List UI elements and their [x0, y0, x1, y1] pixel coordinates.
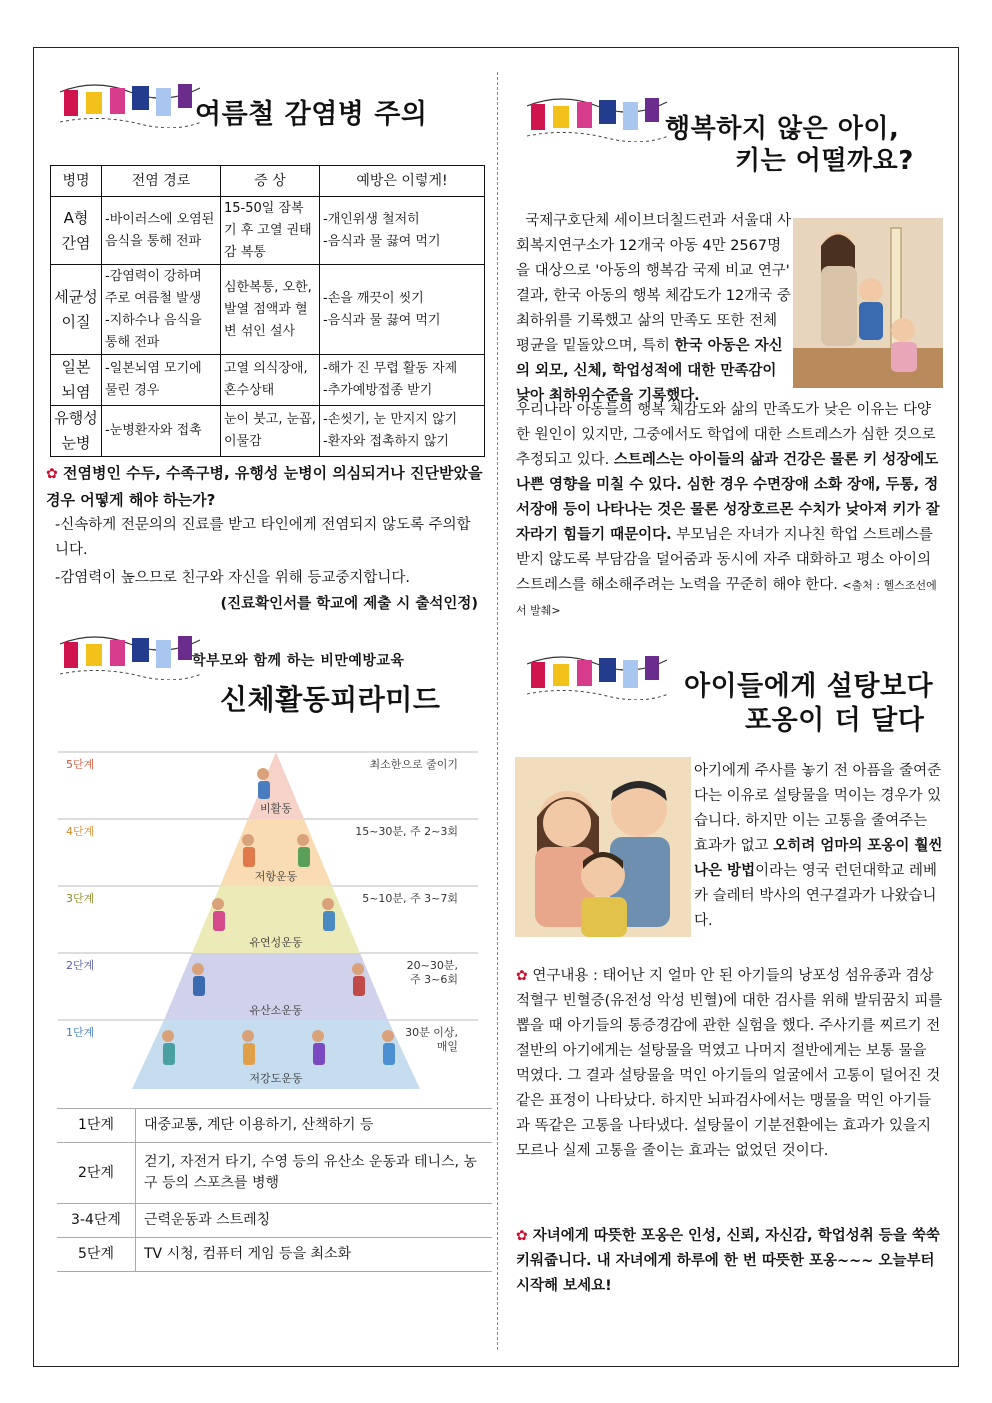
heading-unhappy-child-2: 키는 어떨까요?: [735, 146, 914, 176]
disease-route: -눈병환자와 접촉: [102, 406, 221, 457]
table-row: [51, 197, 485, 265]
pyramid-frequency: 매일: [436, 1040, 458, 1053]
pyramid-level-label: 2단계: [66, 959, 95, 972]
heading-hug: 아이들에게 설탕보다: [684, 671, 934, 702]
disease-route: -바이러스에 오염된 음식을 통해 전파: [102, 197, 221, 265]
heading-unhappy-child: 행복하지 않은 아이,: [665, 114, 900, 144]
question-text: ✿ 전염병인 수두, 수족구병, 유행성 눈병이 의심되거나 진단받았을 경우 어떻게 해야 하는가?: [46, 464, 483, 509]
pyramid-frequency: 30분 이상,: [405, 1026, 458, 1039]
pyramid-level-label: 5단계: [66, 758, 95, 771]
table-row: [57, 1109, 492, 1143]
flag-decoration-icon: [527, 650, 667, 700]
answer-1: -신속하게 전문의의 진료를 받고 타인에게 전염되지 않도록 주의합니다.: [55, 517, 471, 558]
step-text: 대중교통, 계단 이용하기, 산책하기 등: [136, 1109, 493, 1143]
table-header: 전염 경로: [102, 166, 221, 197]
table-header: 예방은 이렇게!: [320, 166, 485, 197]
table-row: [51, 355, 485, 406]
family-hug-illustration: [515, 757, 691, 937]
table-header: 증 상: [221, 166, 320, 197]
step-text: TV 시청, 컴퓨터 게임 등을 최소화: [136, 1238, 493, 1272]
child-height-illustration: [793, 218, 943, 388]
pyramid-activity: 저강도운동: [249, 1072, 303, 1085]
pyramid-level-label: 1단계: [66, 1026, 95, 1039]
table-row: [57, 1143, 492, 1204]
heading-summer-disease: 여름철 감염병 주의: [195, 99, 428, 130]
table-header: 병명: [51, 166, 102, 197]
disease-route: -일본뇌염 모기에 물린 경우: [102, 355, 221, 406]
disease-prevention: -해가 진 무렵 활동 자제 -추가예방접종 받기: [320, 355, 485, 406]
disease-symptom: 눈이 붓고, 눈꼽, 이물감: [221, 406, 320, 457]
step-level: 3-4단계: [57, 1204, 136, 1238]
heading-hug-2: 포옹이 더 달다: [745, 705, 925, 736]
disease-name: 일본 뇌염: [51, 355, 102, 406]
article1-intro: 국제구호단체 세이브더칠드런과 서울대 사회복지연구소가 12개국 아동 4만 2567명을 대상으로 '아동의 행복감 국제 비교 연구' 결과, 한국 아동의 행복 체감도가 12개국 중 최하위를 기록했고 삶의 만족도 또한 전체 평균을 밑돌았으며, 특히 한국 아동은 자신의 외모, 신체, 학업성적에 대한 만족감이 낮아 최하위수준을 기록했다.: [516, 213, 792, 404]
table-row: [57, 1238, 492, 1272]
heading-activity-pyramid: 신체활동피라미드: [220, 683, 441, 716]
pyramid-activity: 유연성운동: [249, 936, 303, 949]
table-header-row: [51, 166, 485, 197]
pyramid-activity: 저항운동: [254, 870, 298, 883]
article1-source: <출처 : 헬스조선에서 발췌>: [516, 579, 937, 617]
disease-name: 유행성 눈병: [51, 406, 102, 457]
pyramid-frequency: 15~30분, 주 2~3회: [355, 825, 458, 838]
step-text: 걷기, 자전거 타기, 수영 등의 유산소 운동과 테니스, 농구 등의 스포츠를 병행: [136, 1143, 493, 1204]
disease-prevention: -개인위생 철저히 -음식과 물 끓여 먹기: [320, 197, 485, 265]
step-level: 1단계: [57, 1109, 136, 1143]
infection-table: [50, 165, 485, 457]
flower-icon: ✿: [516, 1228, 528, 1244]
table-row: [57, 1204, 492, 1238]
flag-decoration-icon: [60, 630, 200, 680]
step-level: 2단계: [57, 1143, 136, 1204]
activity-pyramid: [58, 744, 478, 1094]
flag-decoration-icon: [60, 78, 200, 128]
answer-2: -감염력이 높으므로 친구와 자신을 위해 등교중지합니다.: [55, 570, 411, 586]
article1-body: 우리나라 아동들의 행복 체감도와 삶의 만족도가 낮은 이유는 다양한 원인이 있지만, 그중에서도 학업에 대한 스트레스가 심한 것으로 추정되고 있다. 스트레스는 아이들의 삶과 건강은 물론 키 성장에도 나쁜 영향을 미칠 수 있다. 심한 경우 수면장애 소화 장애, 두통, 정서장애 등이 나타나는 것은 물론 성장호르몬 수치가 낮아져 키가 잘 자라기 힘들기 때문이다. 부모님은 자녀가 지나친 학업 스트레스를 받지 않도록 부담감을 덜어줌과 동시에 자주 대화하고 평소 아이의 스트레스를 해소해주려는 노력을 꾸준히 해야 한다. <출처 : 헬스조선에서 발췌>: [516, 402, 940, 617]
step-text: 근력운동과 스트레칭: [136, 1204, 493, 1238]
flower-icon: ✿: [516, 968, 528, 984]
pyramid-frequency: 주 3~6회: [410, 973, 458, 986]
disease-name: A형 간염: [51, 197, 102, 265]
table-row: [51, 406, 485, 457]
disease-symptom: 고열 의식장애, 혼수상태: [221, 355, 320, 406]
disease-prevention: -손을 깨끗이 씻기 -음식과 물 끓여 먹기: [320, 265, 485, 355]
pyramid-level-label: 3단계: [66, 892, 95, 905]
steps-table: [57, 1108, 492, 1272]
pyramid-activity: 비활동: [260, 802, 292, 815]
column-divider: [497, 72, 498, 1350]
disease-prevention: -손씻기, 눈 만지지 않기 -환자와 접촉하지 않기: [320, 406, 485, 457]
pyramid-frequency: 20~30분,: [406, 959, 458, 972]
disease-route: -감염력이 강하며 주로 여름철 발생 -지하수나 음식을 통해 전파: [102, 265, 221, 355]
pyramid-activity: 유산소운동: [249, 1004, 303, 1017]
table-row: [51, 265, 485, 355]
disease-symptom: 심한복통, 오한, 발열 점액과 혈변 섞인 설사: [221, 265, 320, 355]
answer-note: (진료확인서를 학교에 제출 시 출석인정): [220, 596, 478, 612]
disease-symptom: 15-50일 잠복기 후 고열 권태감 복통: [221, 197, 320, 265]
pyramid-level-label: 4단계: [66, 825, 95, 838]
step-level: 5단계: [57, 1238, 136, 1272]
article2-body: ✿ 연구내용 : 태어난 지 얼마 안 된 아기들의 낭포성 섬유종과 겸상 적혈구 빈혈증(유전성 악성 빈혈)에 대한 검사를 위해 발뒤꿈치 피를 뽑을 때 아기들의 통증경감에 관한 실험을 했다. 주사기를 찌르기 전 절반의 아기에게는 설탕물을 먹였고 나머지 절반에게는 보통 물을 먹였다. 그 결과 설탕물을 먹인 아기들의 얼굴에서 고통이 덜어진 것 같은 표정이 나타났다. 하지만 뇌파검사에서는 맹물을 먹인 아기들과 똑같은 고통을 나타냈다. 설탕물이 기분전환에는 효과가 있을지 모르나 실제 고통을 줄이는 효과는 없었던 것이다.: [516, 968, 943, 1159]
article2-conclusion: ✿ 자녀에게 따뜻한 포옹은 인성, 신뢰, 자신감, 학업성취 등을 쑥쑥 키워줍니다. 내 자녀에게 하루에 한 번 따뜻한 포옹~~~ 오늘부터 시작해 보세요!: [516, 1228, 940, 1294]
article2-intro: 아기에게 주사를 놓기 전 아픔을 줄여준다는 이유로 설탕물을 먹이는 경우가 있습니다. 하지만 이는 고통을 줄여주는 효과가 없고 오히려 엄마의 포옹이 훨씬 나은 방법이라는 영국 런던대학교 레베카 슬레터 박사의 연구결과가 나왔습니다.: [694, 763, 943, 929]
pyramid-frequency: 5~10분, 주 3~7회: [362, 892, 458, 905]
disease-name: 세균성 이질: [51, 265, 102, 355]
pyramid-frequency: 최소한으로 줄이기: [369, 758, 458, 771]
flower-icon: ✿: [46, 466, 58, 482]
heading-obesity-sub: 학부모와 함께 하는 비만예방교육: [192, 653, 405, 669]
flag-decoration-icon: [527, 92, 667, 142]
